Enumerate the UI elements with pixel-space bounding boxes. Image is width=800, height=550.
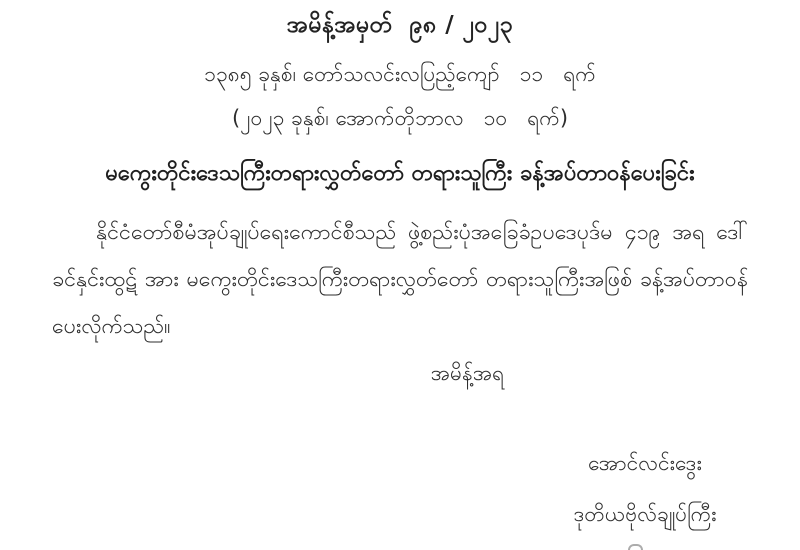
body-paragraph: နိုင်ငံတော်စီမံအုပ်ချုပ်ရေးကောင်စီသည် ဖွဲ့စည်းပုံအခြေခံဥပဒေပုဒ်မ ၄၁၉ အရ ဒေါ်ခင်နှင်းထွဋ် အား မကွေးတိုင်းဒေသကြီးတရားလွှတ်တော် တရားသူကြီးအဖြစ် ခန့်အပ်တာဝန်ပေးလိုက်သည်။	[52, 220, 748, 339]
signatory-name: အောင်လင်းဒွေး	[588, 451, 702, 475]
order-number-heading: အမိန့်အမှတ် ၉၈ / ၂၀၂၃	[286, 12, 514, 38]
by-order-label: အမိန့်အရ	[430, 361, 505, 385]
gregorian-date-line: (၂၀၂၃ ခုနှစ်၊ အောက်တိုဘာလ ၁၀ ရက်)	[231, 106, 569, 130]
cutoff-next-line-glyph	[628, 544, 643, 550]
document-title: မကွေးတိုင်းဒေသကြီးတရားလွှတ်တော် တရားသူကြီး ခန့်အပ်တာဝန်ပေးခြင်း	[105, 161, 695, 186]
signature-block	[515, 450, 775, 532]
signatory-rank: ဒုတိယဗိုလ်ချုပ်ကြီး	[573, 502, 717, 526]
myanmar-era-date-line: ၁၃၈၅ ခုနှစ်၊ တော်သလင်းလပြည့်ကျော် ၁၁ ရက်	[204, 62, 596, 86]
